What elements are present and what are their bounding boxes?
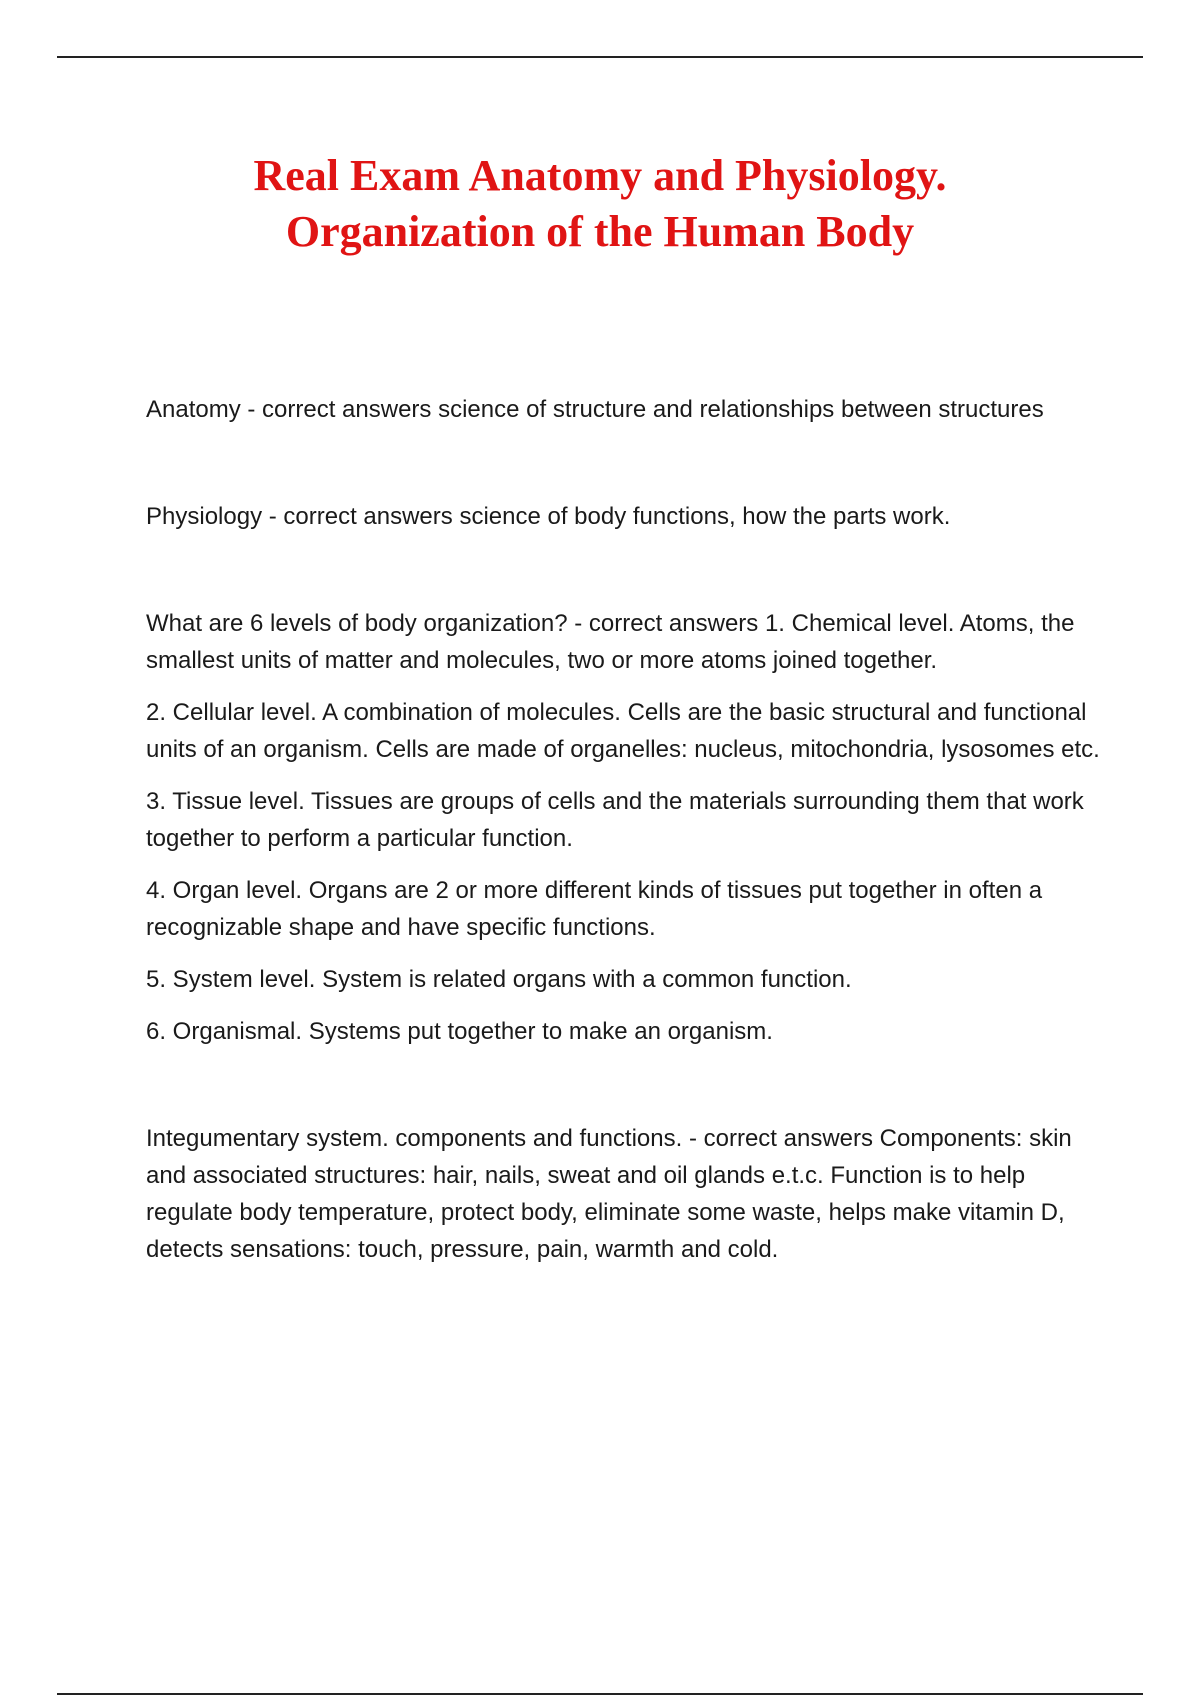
entry-organismal-level: 6. Organismal. Systems put together to make an organism.: [146, 1018, 773, 1045]
entry-integumentary: Integumentary system. components and functions. - correct answers Components: skin and associated structures: hair, nails, sweat and oil glands e.t.c. Function is to help regulate body temperature, protect body, eliminate some waste, helps make vitamin D, detects sensations: touch, pressure, pain, warmth and cold.: [146, 1125, 1072, 1263]
footer-rule: [57, 1693, 1143, 1695]
title-line-2: Organization of the Human Body: [285, 207, 915, 256]
qa-content: [146, 391, 1106, 1268]
page-title: [100, 148, 1100, 260]
entry-organ-level: 4. Organ level. Organs are 2 or more different kinds of tissues put together in often a recognizable shape and have specific functions.: [146, 877, 1043, 941]
entry-system-level: 5. System level. System is related organs with a common function.: [146, 966, 852, 993]
entry-tissue-level: 3. Tissue level. Tissues are groups of cells and the materials surrounding them that work together to perform a particular function.: [146, 788, 1084, 852]
header-rule: [57, 56, 1143, 58]
entry-cellular-level: 2. Cellular level. A combination of molecules. Cells are the basic structural and functional units of an organism. Cells are made of organelles: nucleus, mitochondria, lysosomes etc.: [146, 699, 1100, 763]
entry-physiology: Physiology - correct answers science of body functions, how the parts work.: [146, 503, 951, 530]
entry-anatomy: Anatomy - correct answers science of structure and relationships between structures: [146, 396, 1044, 423]
entry-levels-question: What are 6 levels of body organization? - correct answers 1. Chemical level. Atoms, the smallest units of matter and molecules, two or more atoms joined together.: [146, 610, 1075, 674]
title-line-1: Real Exam Anatomy and Physiology.: [253, 151, 947, 200]
